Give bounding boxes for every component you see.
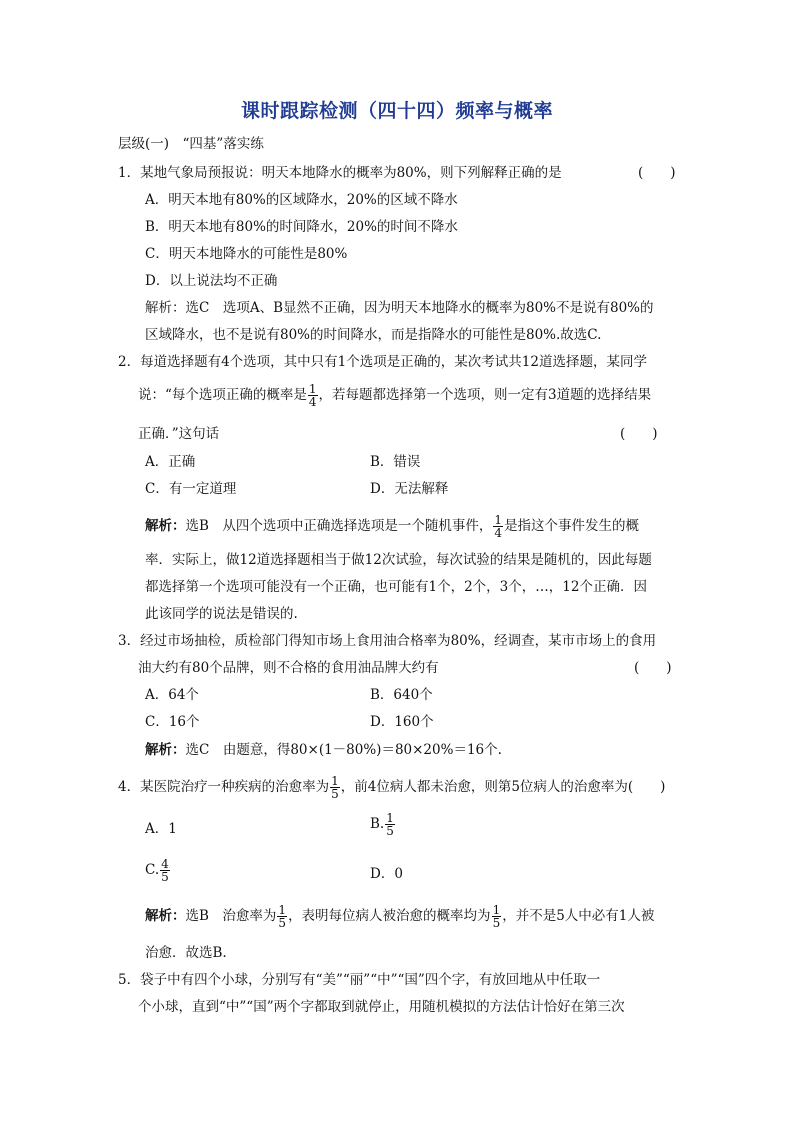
q2-option-c: C．有一定道理	[145, 481, 237, 497]
fraction-one-fifth	[330, 775, 340, 800]
fraction-one-fifth	[492, 904, 502, 929]
q3-solution	[145, 740, 502, 760]
q2-solution-line1	[145, 514, 639, 539]
q1-option-b: B．明天本地有80%的时间降水，20%的时间不降水	[145, 219, 458, 235]
fraction-denominator: 4	[308, 395, 317, 409]
q4-solution-line1	[145, 904, 654, 929]
q4-solution-text-b: ，表明每位病人被治愈的概率均为	[288, 908, 491, 924]
q5-stem-line1: 5．袋子中有四个小球，分别写有“美”“丽”“中”“国”四个字，有放回地从中任取一	[118, 972, 601, 988]
q3-option-d: D．160个	[370, 714, 434, 730]
fraction-numerator: 4	[161, 857, 169, 871]
q1-stem: 1．某地气象局预报说：明天本地降水的概率为80%，则下列解释正确的是	[118, 165, 562, 181]
solution-label: 解析：	[145, 742, 186, 758]
q4-solution-text-a: 选B 治愈率为	[185, 908, 277, 924]
q2-stem-text-b: ，若每题都选择第一个选项，则一定有3道题的选择结果	[318, 387, 652, 403]
q2-option-b: B．错误	[370, 454, 421, 470]
solution-label: 解析：	[145, 908, 186, 924]
fraction-denominator: 5	[331, 787, 339, 801]
fraction-denominator: 5	[386, 824, 394, 838]
q2-solution-text-a: 选B 从四个选项中正确选择选项是一个随机事件，	[185, 518, 493, 534]
q3-option-b: B．640个	[370, 687, 433, 703]
q1-option-d: D．以上说法均不正确	[145, 273, 278, 289]
q4-option-b	[370, 812, 396, 837]
q2-solution-line4: 此该同学的说法是错误的.	[145, 606, 298, 622]
q1-solution-line1: 解析：选C 选项A、B显然不正确，因为明天本地降水的概率为80%不是说有80%的	[145, 300, 654, 316]
fraction-denominator: 4	[494, 526, 503, 540]
fraction-numerator: 1	[492, 903, 501, 917]
q4-option-d: D．0	[370, 866, 403, 882]
q4-option-a: A．1	[145, 821, 177, 837]
q2-solution-text-b: 是指这个事件发生的概	[504, 518, 640, 534]
q2-option-a: A．正确	[145, 454, 196, 470]
q4-stem	[118, 775, 665, 800]
fraction-four-fifths	[160, 858, 170, 883]
q2-stem-line1: 2．每道选择题有4个选项，其中只有1个选项是正确的，某次考试共12道选择题，某同学	[118, 354, 647, 370]
q2-solution-line3: 都选择第一个选项可能没有一个正确，也可能有1个，2个，3个，…，12个正确．因	[145, 579, 647, 595]
fraction-one-quarter	[308, 383, 318, 408]
q4-solution-text-c: ，并不是5人中必有1人被	[502, 908, 655, 924]
option-prefix: B.	[370, 816, 385, 832]
q3-option-c: C．16个	[145, 714, 200, 730]
q2-answer-paren: ( )	[620, 426, 658, 442]
fraction-one-quarter	[493, 514, 503, 539]
fraction-denominator: 5	[278, 916, 287, 930]
fraction-numerator: 1	[386, 811, 394, 825]
fraction-denominator: 5	[492, 916, 501, 930]
section-heading: 层级(一) “四基”落实练	[118, 136, 264, 152]
q3-stem-line2: 油大约有80个品牌，则不合格的食用油品牌大约有	[138, 660, 439, 676]
q1-solution-line2: 区域降水，也不是说有80%的时间降水，而是指降水的可能性是80%.故选C.	[145, 327, 602, 343]
solution-label: 解析：	[145, 518, 186, 534]
q3-option-a: A．64个	[145, 687, 199, 703]
fraction-one-fifth	[277, 904, 287, 929]
q4-stem-text-b: ，前4位病人都未治愈，则第5位病人的治愈率为( )	[340, 779, 666, 795]
fraction-denominator: 5	[161, 870, 169, 884]
q3-stem-line1: 3．经过市场抽检，质检部门得知市场上食用油合格率为80%，经调查，某市市场上的食用	[118, 633, 657, 649]
option-prefix: C.	[145, 862, 160, 878]
q4-stem-text-a: 4．某医院治疗一种疾病的治愈率为	[118, 779, 330, 795]
q2-solution-line2: 率．实际上，做12道选择题相当于做12次试验，每次试验的结果是随机的，因此每题	[145, 552, 652, 568]
fraction-numerator: 1	[308, 382, 317, 396]
q4-option-c	[145, 858, 171, 883]
page-title: 课时跟踪检测（四十四）频率与概率	[240, 100, 553, 122]
q1-answer-paren: ( )	[638, 165, 676, 181]
q2-stem-line2	[138, 383, 651, 408]
q2-stem-line3: 正确．”这句话	[138, 426, 220, 442]
q5-stem-line2: 个小球，直到“中”“国”两个字都取到就停止，用随机模拟的方法估计恰好在第三次	[138, 999, 625, 1015]
fraction-numerator: 1	[494, 513, 503, 527]
q2-stem-text-a: 说：“每个选项正确的概率是	[138, 387, 307, 403]
q1-option-a: A．明天本地有80%的区域降水，20%的区域不降水	[145, 192, 458, 208]
q4-solution-line2: 治愈．故选B.	[145, 945, 227, 961]
q2-option-d: D．无法解释	[370, 481, 449, 497]
q3-solution-text: 选C 由题意，得80×(1－80%)＝80×20%＝16个.	[185, 742, 502, 758]
q1-option-c: C．明天本地降水的可能性是80%	[145, 246, 348, 262]
fraction-one-fifth	[385, 812, 395, 837]
fraction-numerator: 1	[331, 774, 339, 788]
q3-answer-paren: ( )	[634, 660, 672, 676]
fraction-numerator: 1	[278, 903, 287, 917]
